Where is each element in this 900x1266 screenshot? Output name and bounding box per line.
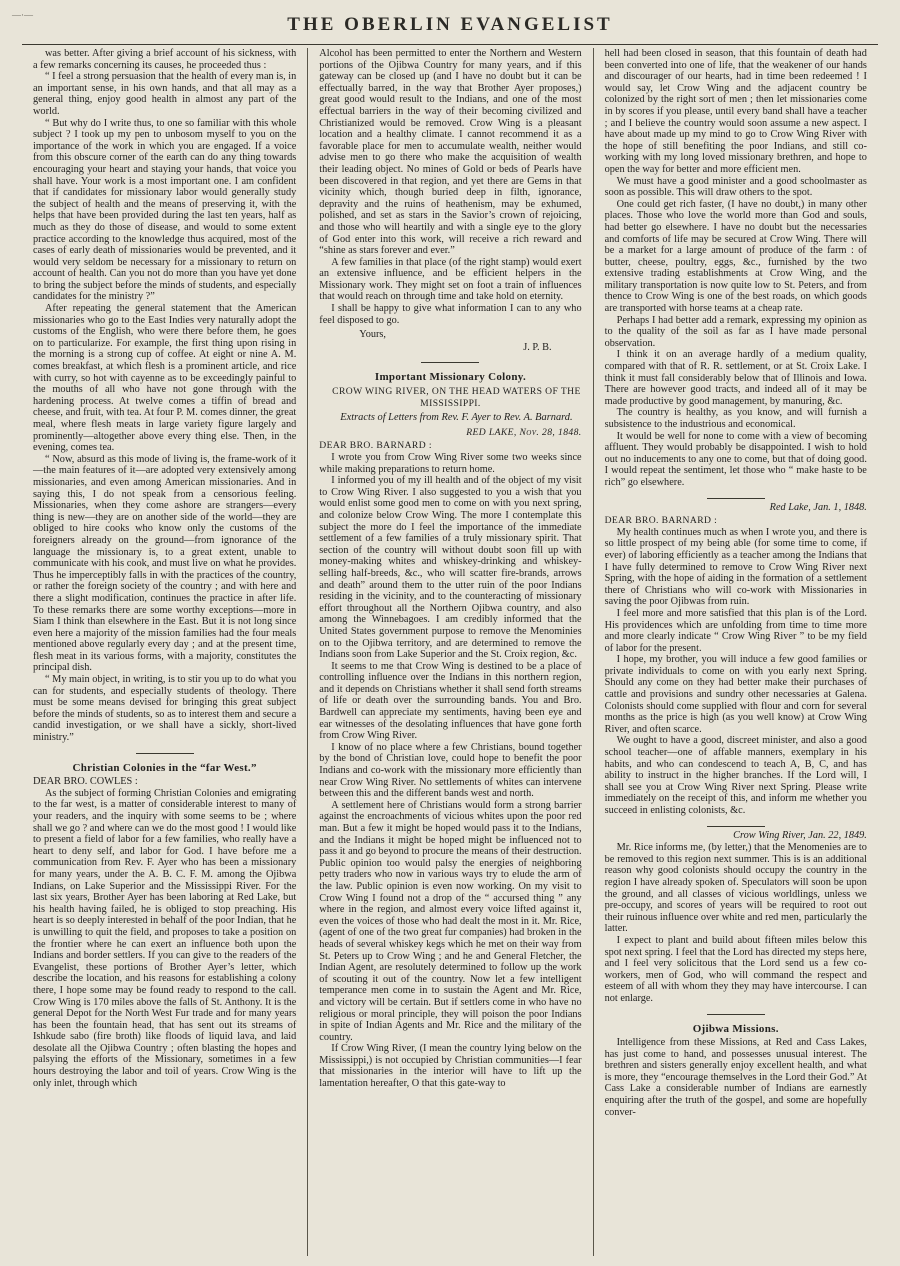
section-divider — [136, 753, 194, 754]
paragraph: I expect to plant and build about fifteen miles below this spot next spring. I feel that the Lord has directed my steps here, and I feel very solicitous that the Lord send us a few co-workers, men of God, who will command the respect and esteem of all with whom they they may have intercourse. I can not enlarge. — [604, 934, 867, 1004]
letter-addressee: DEAR BRO. BARNARD : — [319, 440, 432, 452]
masthead-title: THE OBERLIN EVANGELIST — [287, 14, 613, 35]
paragraph: My health continues much as when I wrote you, and there is so little prospect of my being able (for some time to come, if ever) of laboring efficiently as a teacher among the Indians that I have fully determined to remove to Crow Wing River next Spring, with the hope of aiding in the formation of a settlement there of Christians who will co-work with Missionaries in saving the poor Ojibwas from ruin. — [604, 526, 867, 608]
paragraph: I feel more and more satisfied that this plan is of the Lord. His providences which are unfolding from time to time more and more clearly indicate “ Crow Wing River ” to be my field of labor for the present. — [604, 607, 867, 654]
paragraph: The country is healthy, as you know, and will furnish a subsistence to the industrious and economical. — [604, 407, 867, 430]
letter-addressee: DEAR BRO. COWLES : — [33, 776, 138, 788]
paragraph: If Crow Wing River, (I mean the country lying below on the Mississippi,) is not occupied by Christian communities—I fear that missionaries in the interior will have to lift up the lamentation hereafter, O that this gate-way to — [319, 1043, 582, 1090]
column-2 — [307, 48, 592, 1256]
paragraph: As the subject of forming Christian Colonies and emigrating to the far west, is a matter of considerable interest to many of your readers, and the inquiry with some seems to be ; where shall we go ? and where can we do the most good ! I would like to present a field of labor for a few families, who really have a heart to deny self, and labor for God. I have before me a communication from Rev. F. Ayer who has been a missionary for many years, under the A. B. C. F. M. among the Ojibwa Indians, on Lake Superior and the Mississippi River. For the last six years, Brother Ayer has been laboring at Red Lake, but his health having failed, he is obliged to stop preaching. His heart is so deeply interested in behalf of the poor Indian, that he is unwilling to quit the field, and proposes to take a position on the frontier where he can exert an influence both upon the Indians and border settlers. If you can give to the readers of the Evangelist, these portions of Brother Ayer’s letter, which describe the location, and his reasons for establishing a colony there, I hope some may be found ready to respond to the call. Crow Wing is 170 miles above the falls of St. Anthony. It is the general Depot for the North West Fur trade and for many years has been the fountain head, that has sent out its streams of Ishkude sabo (fire broth) like floods of liquid lava, and laid desolate all the Ojibwa Country ; often blasting the hopes and palsying the efforts of the Missionary, sometimes in a few hours destroying the labor and toil of years. Crow Wing is the only inlet, through which — [33, 787, 297, 1089]
section-divider — [707, 1014, 765, 1015]
letter-signature: J. P. B. — [523, 341, 552, 353]
section-divider — [421, 362, 479, 363]
paragraph: was better. After giving a brief account of his sickness, with a few remarks concerning its causes, he proceeded thus : — [33, 48, 297, 71]
paragraph: One could get rich faster, (I have no doubt,) in many other places. Those who love the world more than God and souls, had better go elsewhere. I have no doubt but the necessaries and comforts of life may be secured at Crow Wing. There will be a market for a large amount of produce of the farm : of butter, cheese, poultry, eggs, &c., furnished by the two extensive trading establishments at Crow Wing, and the military transportation is now quite low to St. Peters, and from thence to Crow Wing is one of the best roads, on which goods are transported with horse teams at a cheap rate. — [604, 198, 867, 315]
section-divider — [707, 826, 765, 827]
masthead-rule — [22, 44, 878, 45]
paragraph: “ Now, absurd as this mode of living is, the frame-work of it—the main features of it—are adopted very extensively among missionaries, and even among American missionaries. And in saying this, I do not speak from a censorious feeling. Missionaries, when they come ashore are strangers—every thing is new—they are on another side of the world—they are obliged to hire cooks who know only the customs of the foreigners already on the ground—from ignorance of the language the missionary is, to a great extent, unable to communicate with his cook, and must live on what he provides. Thus he imperceptibly falls in with the practices of the country, or rather the foreign society of the country ; and with here and there a slight modification, continues the practice in after life. To these remarks there are some worthy exceptions—more in Siam I think than elsewhere in the East. But it is not long since even here a majority of the mission families had the four meals mentioned above regularly every day ; and at the present time, flesh meat in its various forms, with a majority, constitutes the principal dish. — [33, 453, 297, 674]
letter-dateline: RED LAKE, Nov. 28, 1848. — [466, 426, 582, 438]
paragraph: Intelligence from these Missions, at Red and Cass Lakes, has just come to hand, and possesses unusual interest. The brethren and sisters generally enjoy excellent health, and what is more, they “encourage themselves in the Lord their God.” At Cass Lake a considerable number of Indians are earnestly enquiring after the truth of the gospel, and some are hopefully conver- — [604, 1037, 867, 1118]
letter-dateline: Crow Wing River, Jan. 22, 1849. — [733, 829, 867, 841]
paragraph: “ I feel a strong persuasion that the health of every man is, in an important sense, in his own hands, and that all may as a general thing, enjoy good health in almost any part of the world. — [33, 71, 297, 117]
paragraph: “ My main object, in writing, is to stir you up to do what you can for students, and especially students of theology. There must be some means devised for bringing this great subject before the minds of students, so as to interest them and secure a candid investigation, or we shall have a sickly, short-lived ministry.” — [33, 674, 297, 744]
section-heading-ojibwa-missions: Ojibwa Missions. — [692, 1022, 779, 1035]
column-container — [22, 48, 878, 1256]
paragraph: I wrote you from Crow Wing River some two weeks since while making preparations to return home. — [319, 452, 582, 475]
section-heading-christian-colonies: Christian Colonies in the “far West.” — [72, 761, 257, 774]
paragraph: I know of no place where a few Christians, bound together by the bond of Christian love, could hope to benefit the poor Indians and co-work with the missionary more efficiently than near Crow Wing River. No settlements of whites can intervene between this and the different bands west and north. — [319, 741, 582, 800]
paragraph: It would be well for none to come with a view of becoming affluent. They would probably be disappointed. I wish to hold out no inducements to any one to come, but that of doing good. I would repeat the sentiment, let those who “ make haste to be rich” go elsewhere. — [604, 430, 867, 488]
paragraph: hell had been closed in season, that this fountain of death had been converted into one of life, that the weakener of our hands and discourager of our hearts, had in time been redeemed ! I would say, let Crow Wing and the adjacent country be colonized by the right sort of men ; then let missionaries come in by scores if you please, until every band shall have a teacher ; and I believe the country would soon assume a new aspect. I have about made up my mind to go to Crow Wing River with the hope of still benefiting the poor Indians, and still co-working with my long loved missionary brethren, and hope to open the way for better and more efficient men. — [604, 48, 867, 175]
paragraph: We ought to have a good, discreet minister, and also a good school teacher—one of affable manners, exemplary in his habits, and who can condescend to teach A, B, C, and has ability to instruct in the higher branches. If the Lord will, I shall see you at Crow Wing River next Spring. Please write immediately on the receipt of this, and inform me whether you succeed in enlisting colonists, &c. — [604, 735, 867, 816]
paragraph: It seems to me that Crow Wing is destined to be a place of controlling influence over the Indians in this northern region, and it depends on Christians whether it shall send forth streams of life or death over the surrounding bands. You and Bro. Bardwell can appreciate my sentiments, having been eye and ear witnesses of the desolating influences that have gone forth from Crow Wing River. — [319, 660, 582, 742]
corner-mark: —·— — [12, 10, 33, 20]
extract-title: Extracts of Letters from Rev. F. Ayer to Rev. A. Barnard. — [340, 412, 573, 424]
paragraph: Perhaps I had better add a remark, expressing my opinion as to the quality of the soil as far as I have made personal observation. — [604, 314, 867, 349]
letter-addressee: DEAR BRO. BARNARD : — [604, 515, 718, 527]
paragraph: “ But why do I write thus, to one so familiar with this whole subject ? I took up my pen to unbosom myself to you on the importance of the work in which you are engaged. If a voice from this obscure corner of the earth can do any thing towards encouraging your heart and staying your hands, that voice you shall have. Your work is a most important one. I am confident that if candidates for missionary labor would generally study the subject of health and the means of preserving it, with the helps that have been provided during the last ten years, half as much as they do those of disease, and would to some extent practice according to the knowledge thus acquired, most of the cases of early death of missionaries would be prevented, and it would very seldom be necessary for a missionary to return on account of health. Can you not do more than you have yet done to bring the subject before the minds of students, and especially candidates for the ministry ?” — [33, 117, 297, 303]
paragraph: I shall be happy to give what information I can to any who feel disposed to go. — [319, 303, 582, 326]
letter-dateline: Red Lake, Jan. 1, 1848. — [769, 501, 867, 513]
letter-closing: Yours, — [359, 329, 387, 341]
paragraph: Mr. Rice informs me, (by letter,) that the Menomenies are to be removed to this region next summer. This is is an additional reason why good colonists should occupy the country in the region I have already spoken of. Speculators will soon be upon the ground, and all classes of vicious worldlings, unless we pre-occupy, and scores of years will be required to root out their ruinous influence over white and red men, particularly the latter. — [604, 842, 867, 935]
dateline-smallcaps: CROW WING RIVER, ON THE HEAD WATERS OF THE MISSISSIPPI. — [332, 386, 581, 409]
section-heading-missionary-colony: Important Missionary Colony. — [374, 371, 526, 384]
paragraph: A few families in that place (of the right stamp) would exert an extensive influence, and be efficient helpers in the Missionary work. They might set on foot a train of influences that would reach on through time and take hold on eternity. — [319, 256, 582, 303]
column-3 — [593, 48, 878, 1256]
paragraph: I think it on an average hardly of a medium quality, compared with that of R. R. settlement, or at St. Croix Lake. I think it must fall considerably below that of Illinois and Iowa. There are however good tracts, and indeed all of it may be made productive by good management, by manuring, &c. — [604, 349, 867, 407]
paragraph: Alcohol has been permitted to enter the Northern and Western portions of the Ojibwa Country for many years, and if this gateway can be closed up (and I have no doubt but it can be effectually barred, in the way that Brother Ayer proposes,) great good would result to the Indians, and one of the most effectual barriers in the way of their becoming civilized and Christianized would be removed. Crow Wing is a pleasant location and a healthy climate. I cannot recommend it as a favorable place for men to accumulate wealth, neither would advise men to go there who make the acquisition of wealth their leading object. No mines of Gold or beds of Pearls have been discovered in that region, and yet there are Gems in that vicinity which, though buried deep in filth, ignorance, depravity and the ruins of heathenism, may be exhumed, polished, and set as stars in the Savior’s crown of rejoicing, and those who will heartily and with a single eye to the glory of God enter into this work, will receive a rich reward and “shine as stars forever and ever.” — [319, 48, 582, 257]
paragraph: I hope, my brother, you will induce a few good families or private individuals to come on with you early next Spring. Should any come on they had better make their purchases of cattle and provisions and sundry other necessaries at Galena. Colonists should come supplied with flour and corn for several months as the price is high (as you well know) at Crow Wing River, and often scarce. — [604, 654, 867, 735]
section-divider — [707, 498, 765, 499]
paragraph: We must have a good minister and a good schoolmaster as soon as possible. This will draw others to the spot. — [604, 175, 867, 199]
paragraph: I informed you of my ill health and of the object of my visit to Crow Wing River. I also suggested to you a wish that you would enlist some good men to come on with you next spring, and colonize below Crow Wing. The more I contemplate this subject the more do I feel the importance of the immediate settlement of a few families of a truly missionary spirit. That section of the country will without doubt soon fill up with money-making whites and whiskey-drinking and whiskey-selling half-breeds, &c., who will scatter fire-brands, arrows and death” around them to the utter ruin of the poor Indians residing in the vicinity, and to the counteracting of missionary effort throughout all the Northern Ojibwa country, and also among the Winnebagoes. I am credibly informed that the United States government purpose to remove the Menominies on to the Ojibwa territory, and are determined to remove the Indians soon from Lake Superior and the St. Croix region, &c. — [319, 475, 582, 661]
column-1 — [22, 48, 307, 1256]
paragraph: A settlement here of Christians would form a strong barrier against the encroachments of vicious whites upon the poor red man. But a few it might be hoped would pass it to the Indians, and the Indians it might be hoped might be influenced not to pass it and go beyond to procure the means of their destruction. Public opinion too would palsy the energies of neighboring petty traders who now in various ways try to elude the arm of the law. Public opinion is even now working. On my visit to Crow Wing I found not a drop of the “ accursed thing ” any where in the region, and almost every voice lifted against it, even the voices of those who had dealt the most in it. Mr. Rice, (agent of one of the two great fur companies) had broken in the heads of several whiskey kegs which he met on their way from St. Peters up to Crow Wing ; and he and General Fletcher, the Indian Agent, are resolutely determined to follow up the work of scouting it out of the country. Now let a few intelligent temperance men come in to sustain the Agent and Mr. Rice, and victory will be certain. But if settlers come in who have no religious or moral principle, they will poison the poor Indians in spite of Indian Agents and Mr. Rice and the military of the country. — [319, 799, 582, 1043]
paragraph: After repeating the general statement that the American missionaries who go to the East Indies very naturally adopt the customs of the English, who were there before them, he goes on to particularize. For example, the first thing upon rising in the morning is a strong cup of coffee. At eight or nine A. M. comes breakfast, at which flesh is a prominent article, and rice with curry, so hot with cayenne as to be exceedingly painful to the mouths of all who have not gone through with the hardening process. At twelve comes a tiffin of bread and cheese, and fruit, with tea. At four P. M. comes dinner, the great meal, where flesh meats in large variety figure largely and prominently—altogether above every thing else. Then, in the evening, comes tea. — [33, 303, 297, 454]
